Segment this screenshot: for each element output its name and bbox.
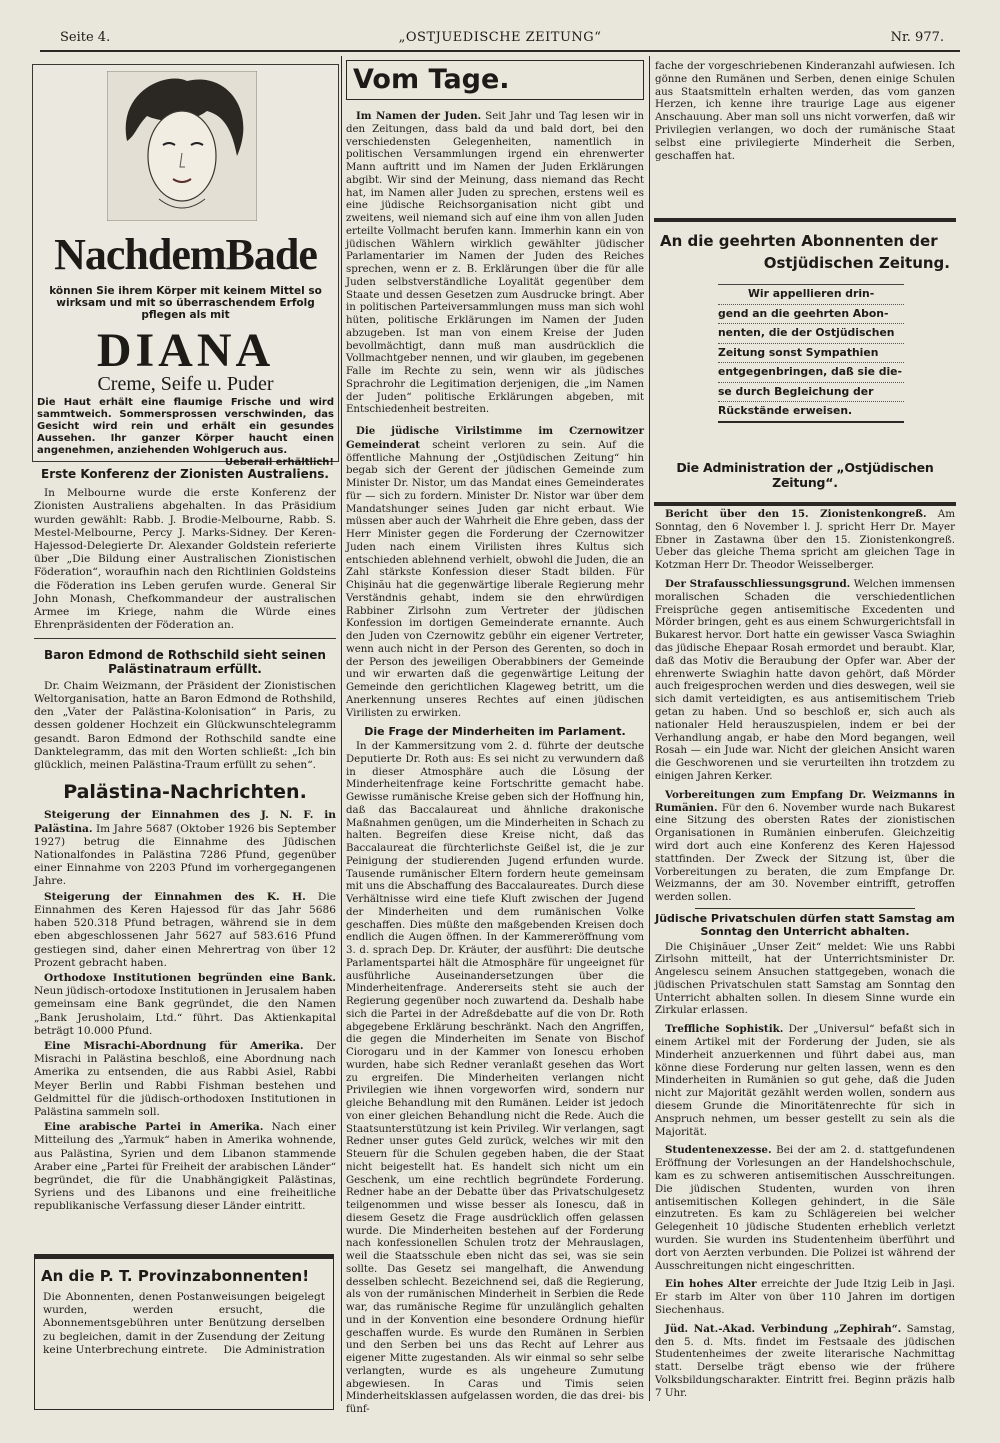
notice-signature: Die Administration <box>223 1343 325 1356</box>
notice-appeal-box <box>718 284 904 423</box>
news-item <box>655 1278 955 1316</box>
column-right <box>655 60 955 164</box>
news-item-title: Jüd. Nat.-Akad. Verbindung „Zephirah“. <box>665 1322 902 1335</box>
article-body: Dr. Chaim Weizmann, der Präsident der Zionistischen Weltorganisation, hatte an Baron Edmond de Rothshild, den „Vater der Palästina-Kolonisation“ in Paris, zu dessen goldener Hochzeit ein Glückwunschtelegramm gesandt. Baron Edmond der Rothschild sandte eine Danktelegramm, das mit den Worten schließt: „Ich bin glücklich, meinen Palästina-Traum erfüllt zu sehen“. <box>34 679 336 772</box>
news-item <box>34 1040 336 1119</box>
article-title: Die Frage der Minderheiten im Parlament. <box>364 725 626 739</box>
page-header <box>40 26 960 48</box>
article-run-title: Die jüdische Virilstimme im Czernowitzer Gemeinderat <box>346 425 644 451</box>
header-rule <box>40 50 960 52</box>
news-item-title: Ein hohes Alter <box>665 1278 757 1291</box>
news-item <box>655 1023 955 1138</box>
article-text: scheint verloren zu sein. Auf die öffentliche Mahnung der „Ostjüdischen Zeitung“ hin begab sich der Gerent der jüdischen Gemeinde zum Minister Dr. Nistor, um das Mandat eines Gemeinderates für — sich zu fordern. Minister Dr. Nistor war über dem Mandatshunger seines Juden gar nicht erbaut. Wie müssen aber auch der Wahrheit die Ehre geben, dass der Herr Minister gegen die Forderung der Czernowitzer Juden nach einem Virilisten ihres Kultus sich entschieden ablehnend verhielt, obwohl die Juden, die an Zahl stärkste Konfession dieser Stadt bilden. Für Chişinău hat die gegenwärtige liberale Regierung mehr Verständnis gehabt, indem sie den ehrwürdigen Rabbiner Zirlsohn zum Vertreter der jüdischen Konfession im dortigen Gemeinderate ernannte. Auch den Juden von Czernowitz gebühr ein eigener Vertreter, wenn auch nicht in der Person des Gerenten, so doch in der Person des jeweiligen Oberabbiners der Gemeinde und wir erwarten daß die gegenwärtige Leitung der Gemeinde den gerichtlichen Klageweg betritt, um die Anerkennung unseres Rechtes auf einen jüdischen Virilisten zu erwirken. <box>346 439 644 719</box>
news-item-body: Nach einer Mitteilung des „Yarmuk“ haben in Amerika wohnende, aus Palästina, Syrien und dem Libanon stammende Araber eine „Partei für Freiheit der arabischen Länder“ begründet, die für die Unabhängigkeit Palästinas, Syriens und des Libanons und eine freiheitliche republikanische Verfassung dieser Länder eintritt. <box>34 1121 336 1213</box>
news-item-title: Treffliche Sophistik. <box>665 1023 784 1036</box>
ad-brand: DIANA <box>96 324 275 377</box>
article-continuation: fache der vorgeschriebenen Kinderanzahl aufwiesen. Ich gönne den Rumänen und Serben, denen einige Schulen aus Staatsmitteln erhalten werden, das vom ganzen Herzen, ich kenne ihre traurige Lage aus eigener Anschauung. Aber man soll uns nicht vorwerfen, daß wir Privilegien verlangen, wo doch der rumänische Staat selbst eine privilegierte Minderheit die Serben, geschaffen hat. <box>655 60 955 162</box>
news-item-body: erreichte der Jude Itzig Leib in Jaşi. Er starb im Alter von über 110 Jahren im dortigen Siechenhaus. <box>655 1278 955 1317</box>
news-item-body: Die Chişinăuer „Unser Zeit“ meldet: Wie uns Rabbi Zirlsohn mitteilt, hat der Unterrichtsminister Dr. Angelescu seinem Ansuchen stattgegeben, wonach die jüdischen Privatschulen statt Samstag am Sonntag den Unterricht abhalten sollen. In diesem Sinne wurde ein Zirkular erlassen. <box>655 940 955 1017</box>
article-divider <box>34 638 336 639</box>
news-item-body: Für den 6. November wurde nach Bukarest eine Sitzung des obersten Rates der zionistischen Organisationen in Rumänien einberufen. Gleichzeitig wird dort auch eine Konferenz des Keren Hajessod stattfinden. Der Zweck der Sitzung ist, über die Vorbereitungen zu beraten, die zum Empfange Dr. Weizmanns, der am 30. November eintrifft, getroffen werden sollen. <box>655 801 955 904</box>
notice-title: An die P. T. Provinzabonnenten! <box>41 1267 310 1285</box>
news-item <box>655 1323 955 1400</box>
article-run-title: Im Namen der Juden. <box>356 110 482 122</box>
news-item-body: Im Jahre 5687 (Oktober 1926 bis September 1927) betrug die Einnahme des Jüdischen Nationalfondes in Palästina 7286 Pfund, gegenüber einer Einnahme von 2203 Pfund im vorhergegangenen Jahre. <box>34 822 336 888</box>
ad-headline: NachdemBade <box>54 230 317 279</box>
news-item-body: Bei der am 2. d. stattgefundenen Eröffnung der Vorlesungen an der Handelshochschule, kam es zu schweren antisemitischen Ausschreitungen. Die jüdischen Studenten, wurden von ihren antisemitischen Kollegen gehindert, in die Säle einzutreten. Es kam zu Schlägereien bei welcher Gelegenheit 10 jüdische Studenten erheblich verletzt wurden. Sie wurden ins Studentenheim überführt und dort von Aerzten verbunden. Die Polizei ist während der Ausschreitungen nicht eingeschritten. <box>655 1144 956 1272</box>
news-item <box>34 1121 336 1213</box>
column-left <box>34 468 336 1216</box>
article-body: In der Kammersitzung vom 2. d. führte der deutsche Deputierte Dr. Roth aus: Es sei nicht zu verwundern daß in dieser Atmosphäre auch die Lösung der Minderheitenfrage keine Fortschritte gemacht habe. Gewisse rumänische Kreise geben sich der Hoffnung hin, daß das Baccalaureat und ähnliche drakonische Maßnahmen genügen, um die Minderheiten in Schach zu halten. Begreifen diese Kreise nicht, daß das Baccalaureat die fürchterlichste Geißel ist, die je zur Peinigung der studierenden Jugend erfunden wurde. Tausende rumänischer Eltern fordern heute gemeinsam mit uns die Abschaffung des Baccalaureates. Durch diese Verhältnisse wird eine tiefe Kluft zwischen der Jugend der Minderheiten und dem rumänischen Volke geschaffen. Dies müßte den maßgebenden Kreisen doch endlich die Augen öffnen. In der Kammereröffnung vom 3. d. sprach Dep. Dr. Kräuter, der ausführt: Die deutsche Parlamentspartei hält die Atmosphäre für ungeeignet für ausführliche Auseinandersetzungen über die Minderheitenfrage. Andererseits steht sie auch der Regierung gegenüber noch zuwartend da. Deshalb habe sich die Partei in der Adreßdebatte auf die von Dr. Roth abgegebene Erklärung beschränkt. Nach den Angriffen, die gegen die Minderheiten im Senate von Bischof Ciorogaru und in der Kammer von Ionescu erhoben wurden, habe sich Redner veranlaßt gesehen das Wort zu ergreifen. Die Minderheiten verlangen nicht Privilegien wie ihnen vorgeworfen wird, sondern nur gleiche Behandlung mit den Rumänen. Leider ist jedoch von einer gleichen Behandlung nicht die Rede. Auch die Staatsunterstützung ist kein Privileg. Wir verlangen, sagt Redner unser gutes Geld zurück, welches wir mit den Steuern für die Schulen gegeben haben, die der Staat nicht beigestellt hat. Es handelt sich nicht um ein Geschenk, um eine rechtlich begründete Forderung. Redner habe an der Debatte über das Privatschulgesetz teilgenommen und wisse besser als Ionescu, daß in diesem Gesetz die Frage ausdrücklich offen gelassen wurde. Die Minderheiten bestehen auf der Forderung nach konfessionellen Schulen trotz der Mehrauslagen, weil die Staatsschule eben nicht das sei, was sie sein sollte. Das Gesetz sei mangelhaft, die Anwendung desselben schlecht. Bezeichnend sei, daß die Regierung, als von der rumänischen Minderheit in Serbien die Rede war, das rumänische Regime für unzulänglich gehalten und in der Konvention eine besondere Ordnung hiefür geschaffen wurde. Es wurde den Rumänen in Serbien und den Serben bei uns das Recht auf Lehrer aus eigener Mitte zugestanden. Als wir einmal so sehr selbe verlangten, wurde es als ungeheure Zumutung abgewiesen. In Caras und Timis seien Minderheitsklassen aufgelassen worden, die das drei- bis fünf- <box>346 741 644 1415</box>
article-text: Seit Jahr und Tag lesen wir in den Zeitungen, dass bald da und bald dort, bei den verschiedensten Gelegenheiten, namentlich in politischen Versammlungen irgend ein ehrenwerter Mann auftritt und im Namen der Juden Erklärungen abgibt. Wir sind der Meinung, dass niemand das Recht hat, im Namen aller Juden zu sprechen, erstens weil es eine jüdische Reichsorganisation nicht gibt und zweitens, weil niemand sich auf eine ihm von allen Juden erteilte Vollmacht berufen kann. Immerhin kann ein von jüdischen Wählern wirklich gewählter jüdischer Parlamentarier im Namen der Juden des Reiches sprechen, wenn er z. B. Erklärungen über die für alle Juden selbstverständliche Loyalität gegenüber dem Staate und dessen Gesetzen zum Ausdrucke bringt. Aber in politischen Parteiversammlungen muss man sich wohl hüten, politische Erklärungen im Namen der Juden abzugeben. Ist man von einem Kreise der Juden bevollmächtigt, dann muß man ausdrücklich die Vollmachtgeber nennen, und wir glauben, im gegebenen Falle im Rechte zu sein, wenn wir als jüdisches Sprachrohr die Legitimation derjenigen, die „im Namen der Juden“ politische Erklärungen abgeben, mit Entschiedenheit bestreiten. <box>346 111 644 416</box>
news-item-title: Steigerung der Einnahmen des J. N. F. in Palästina. <box>34 809 336 835</box>
article-body: In Melbourne wurde die erste Konferenz der Zionisten Australiens abgehalten. In das Präsidium wurden gewählt: Rabb. J. Brodie-Melbourne, Rabb. S. Mestel-Melbourne, Percy J. Marks-Sidney. Der Keren-Hajessod-Delegierte Dr. Alexander Goldstein referierte über „Die Bildung einer Australischen Zionistischen Föderation“, woraufhin nach den Richtlinien Goldsteins die Föderation ins Leben gerufen wurde. General Sir John Monash, Chefkommandeur der australischen Armee im Kriege, nahm die Würde eines Ehrenpräsidenten der Föderation an. <box>34 487 336 632</box>
ad-body: Die Haut erhält eine flaumige Frische und wird sammtweich. Sommersprossen verschwinden, das Gesicht wird rein und erhält ein gesundes Aussehen. Ihr ganzer Körper haucht einen angenehmen, anziehenden Wohlgeruch aus. <box>37 397 334 456</box>
column-middle <box>346 56 644 1419</box>
ad-availability: Ueberall erhältlich! <box>224 457 334 468</box>
notice-body <box>43 1291 325 1357</box>
notice-signature: Die Administration der „Ostjüdischen Zeitung“. <box>676 460 934 490</box>
news-item <box>34 972 336 1038</box>
news-item-title: Eine Misrachi-Abordnung für Amerika. <box>44 1039 304 1052</box>
ad-products: Creme, Seife u. Puder <box>97 373 274 395</box>
news-item-body: Samstag, den 5. d. Mts. findet im Festsaale des jüdischen Studentenheimes der zweite literarische Nachmittag statt. Derselbe trägt ebenso wie der frühere Volksbildungscharakter. Eintritt frei. Beginn präzis halb 7 Uhr. <box>655 1322 955 1399</box>
news-item <box>34 809 336 888</box>
news-item-title: Vorbereitungen zum Empfang Dr. Weizmanns in Rumänien. <box>655 788 955 814</box>
article-title: Erste Konferenz der Zionisten Australiens. <box>41 467 329 481</box>
section-heading-vom-tage: Vom Tage. <box>346 60 644 100</box>
news-item-body: Welchen immensen moralischen Schaden die verschiedentlichen Freisprüche gegen antisemitische Excedenten und Mörder bringen, geht es aus einem Schwurgerichtsfall in Bukarest hervor. Dort hatte ein gewisser Vasca Swiaghin das jüdische Ehepaar Rosah ermordet und beraubt. Klar, daß das Motiv die Beraubung der Opfer war. Aber der ehrenwerte Swiaghin hatte davon gehört, daß Mörder auch freigesprochen werden und dies deswegen, weil sie sich damit verteidigten, es aus antisemitischem Trieb getan zu haben. Und so beschloß er, sich auch als nationaler Held herauszuspielen, indem er bei der Verhandlung angab, er habe den Mord begangen, weil Rosah — ein Jude war. Nicht der gleichen Ansicht waren die Geschworenen und sie verurteilten ihn trotzdem zu einigen Jahren Kerker. <box>655 577 955 782</box>
article-body <box>346 425 644 720</box>
ad-body-text <box>37 397 334 469</box>
news-item <box>655 508 955 572</box>
newspaper-title: „OSTJUEDISCHE ZEITUNG“ <box>398 30 602 45</box>
news-divider <box>695 908 915 909</box>
abonnenten-notice <box>654 218 956 506</box>
appeal-line: entgegenbringen, daß sie die- <box>718 363 904 383</box>
appeal-line: nenten, die der Ostjüdischen <box>718 324 904 344</box>
appeal-line: Rückstände erweisen. <box>718 402 904 423</box>
news-item-title: Eine arabische Partei in Amerika. <box>44 1121 264 1134</box>
appeal-line: Wir appellieren drin- <box>718 285 904 305</box>
issue-number: Nr. 977. <box>890 30 944 45</box>
column-divider <box>649 56 650 1401</box>
news-item-title: Orthodoxe Institutionen begründen eine Bank. <box>44 971 336 984</box>
news-item-body: Neun jüdisch-ortodoxe Institutionen in Jerusalem haben gemeinsam eine Bank gegründet, die den Namen „Bank Jerusholaim, Ltd.“ führt. Das Aktienkapital beträgt 10.000 Pfund. <box>34 985 336 1037</box>
news-item <box>655 1144 955 1272</box>
article-body <box>346 110 644 417</box>
notice-text: Die Abonnenten, denen Postanweisungen beigelegt wurden, werden ersucht, die Abonnementsgebühren unter Benützung derselben zu begleichen, damit in der Zusendung der Zeitung keine Unterbrechung eintrete. <box>43 1291 325 1356</box>
section-heading: Palästina-Nachrichten. <box>63 781 307 804</box>
column-divider <box>341 56 342 1401</box>
news-item-title: Steigerung der Einnahmen des K. H. <box>44 890 306 903</box>
news-item-title: Bericht über den 15. Zionistenkongreß. <box>665 508 927 520</box>
provinz-notice-box <box>34 1254 334 1410</box>
news-item-body: Am Sonntag, den 6 November l. J. spricht Herr Dr. Mayer Ebner in Zastawna über den 15. Zionistenkongreß. Ueber das gleiche Thema spricht am gleichen Tage in Kotzman Herr Dr. Theodor Weisselberger. <box>655 508 955 572</box>
woman-portrait-illustration <box>107 71 257 221</box>
column-right-news <box>655 508 955 1402</box>
appeal-line: Zeitung sonst Sympathien <box>718 344 904 364</box>
news-item-body: Der „Universul“ befaßt sich in einem Artikel mit der Forderung der Juden, sie als Minderheit anzuerkennen und führt dabei aus, man könne diese Forderung nur gelten lassen, wenn es den Minderheiten in Rumänien so gut gehe, daß die Juden nicht zur Majorität gezählt werden wollen, sondern aus diesem Grunde die Minoritätenrechte für sich in Anspruch nehmen, um besser gestellt zu sein als die Majorität. <box>655 1023 955 1138</box>
news-item-body: Die Einnahmen des Keren Hajessod für das Jahr 5686 haben 520.318 Pfund betragen, während sie in dem eben abgeschlossenen Jahr 5627 auf 583.616 Pfund gestiegen sind, daher einen Mehrertrag von über 12 Prozent gebracht haben. <box>34 890 336 969</box>
news-item-body: Der Misrachi in Palästina beschloß, eine Abordnung nach Amerika zu entsenden, die aus Rabbi Asiel, Rabbi Meyer Berlin und Rabbi Fishman bestehen und Geldmittel für die jüdisch-orthodoxen Institutionen in Palästina sammeln soll. <box>34 1039 336 1118</box>
appeal-line: se durch Begleichung der <box>718 383 904 403</box>
ad-lead-text: können Sie ihrem Körper mit keinem Mittel so wirksam und mit so überraschendem Erfolg pflegen als mit <box>49 285 322 321</box>
article-title: Baron Edmond de Rothschild sieht seinen Palästinatraum erfüllt. <box>44 648 326 676</box>
news-item <box>34 891 336 970</box>
news-item-title: Der Strafausschliessungsgrund. <box>665 577 851 590</box>
news-item <box>655 578 955 783</box>
news-item <box>655 789 955 904</box>
notice-heading-line-1: An die geehrten Abonnenten der <box>660 232 938 250</box>
news-item-title: Studentenexzesse. <box>665 1144 772 1157</box>
page-label: Seite 4. <box>60 30 111 45</box>
news-item-title: Jüdische Privatschulen dürfen statt Samstag am Sonntag den Unterricht abhalten. <box>655 911 955 938</box>
notice-heading-line-2: Ostjüdischen Zeitung. <box>763 254 950 272</box>
diana-advertisement <box>32 64 339 468</box>
appeal-line: gend an die geehrten Abon- <box>718 305 904 325</box>
